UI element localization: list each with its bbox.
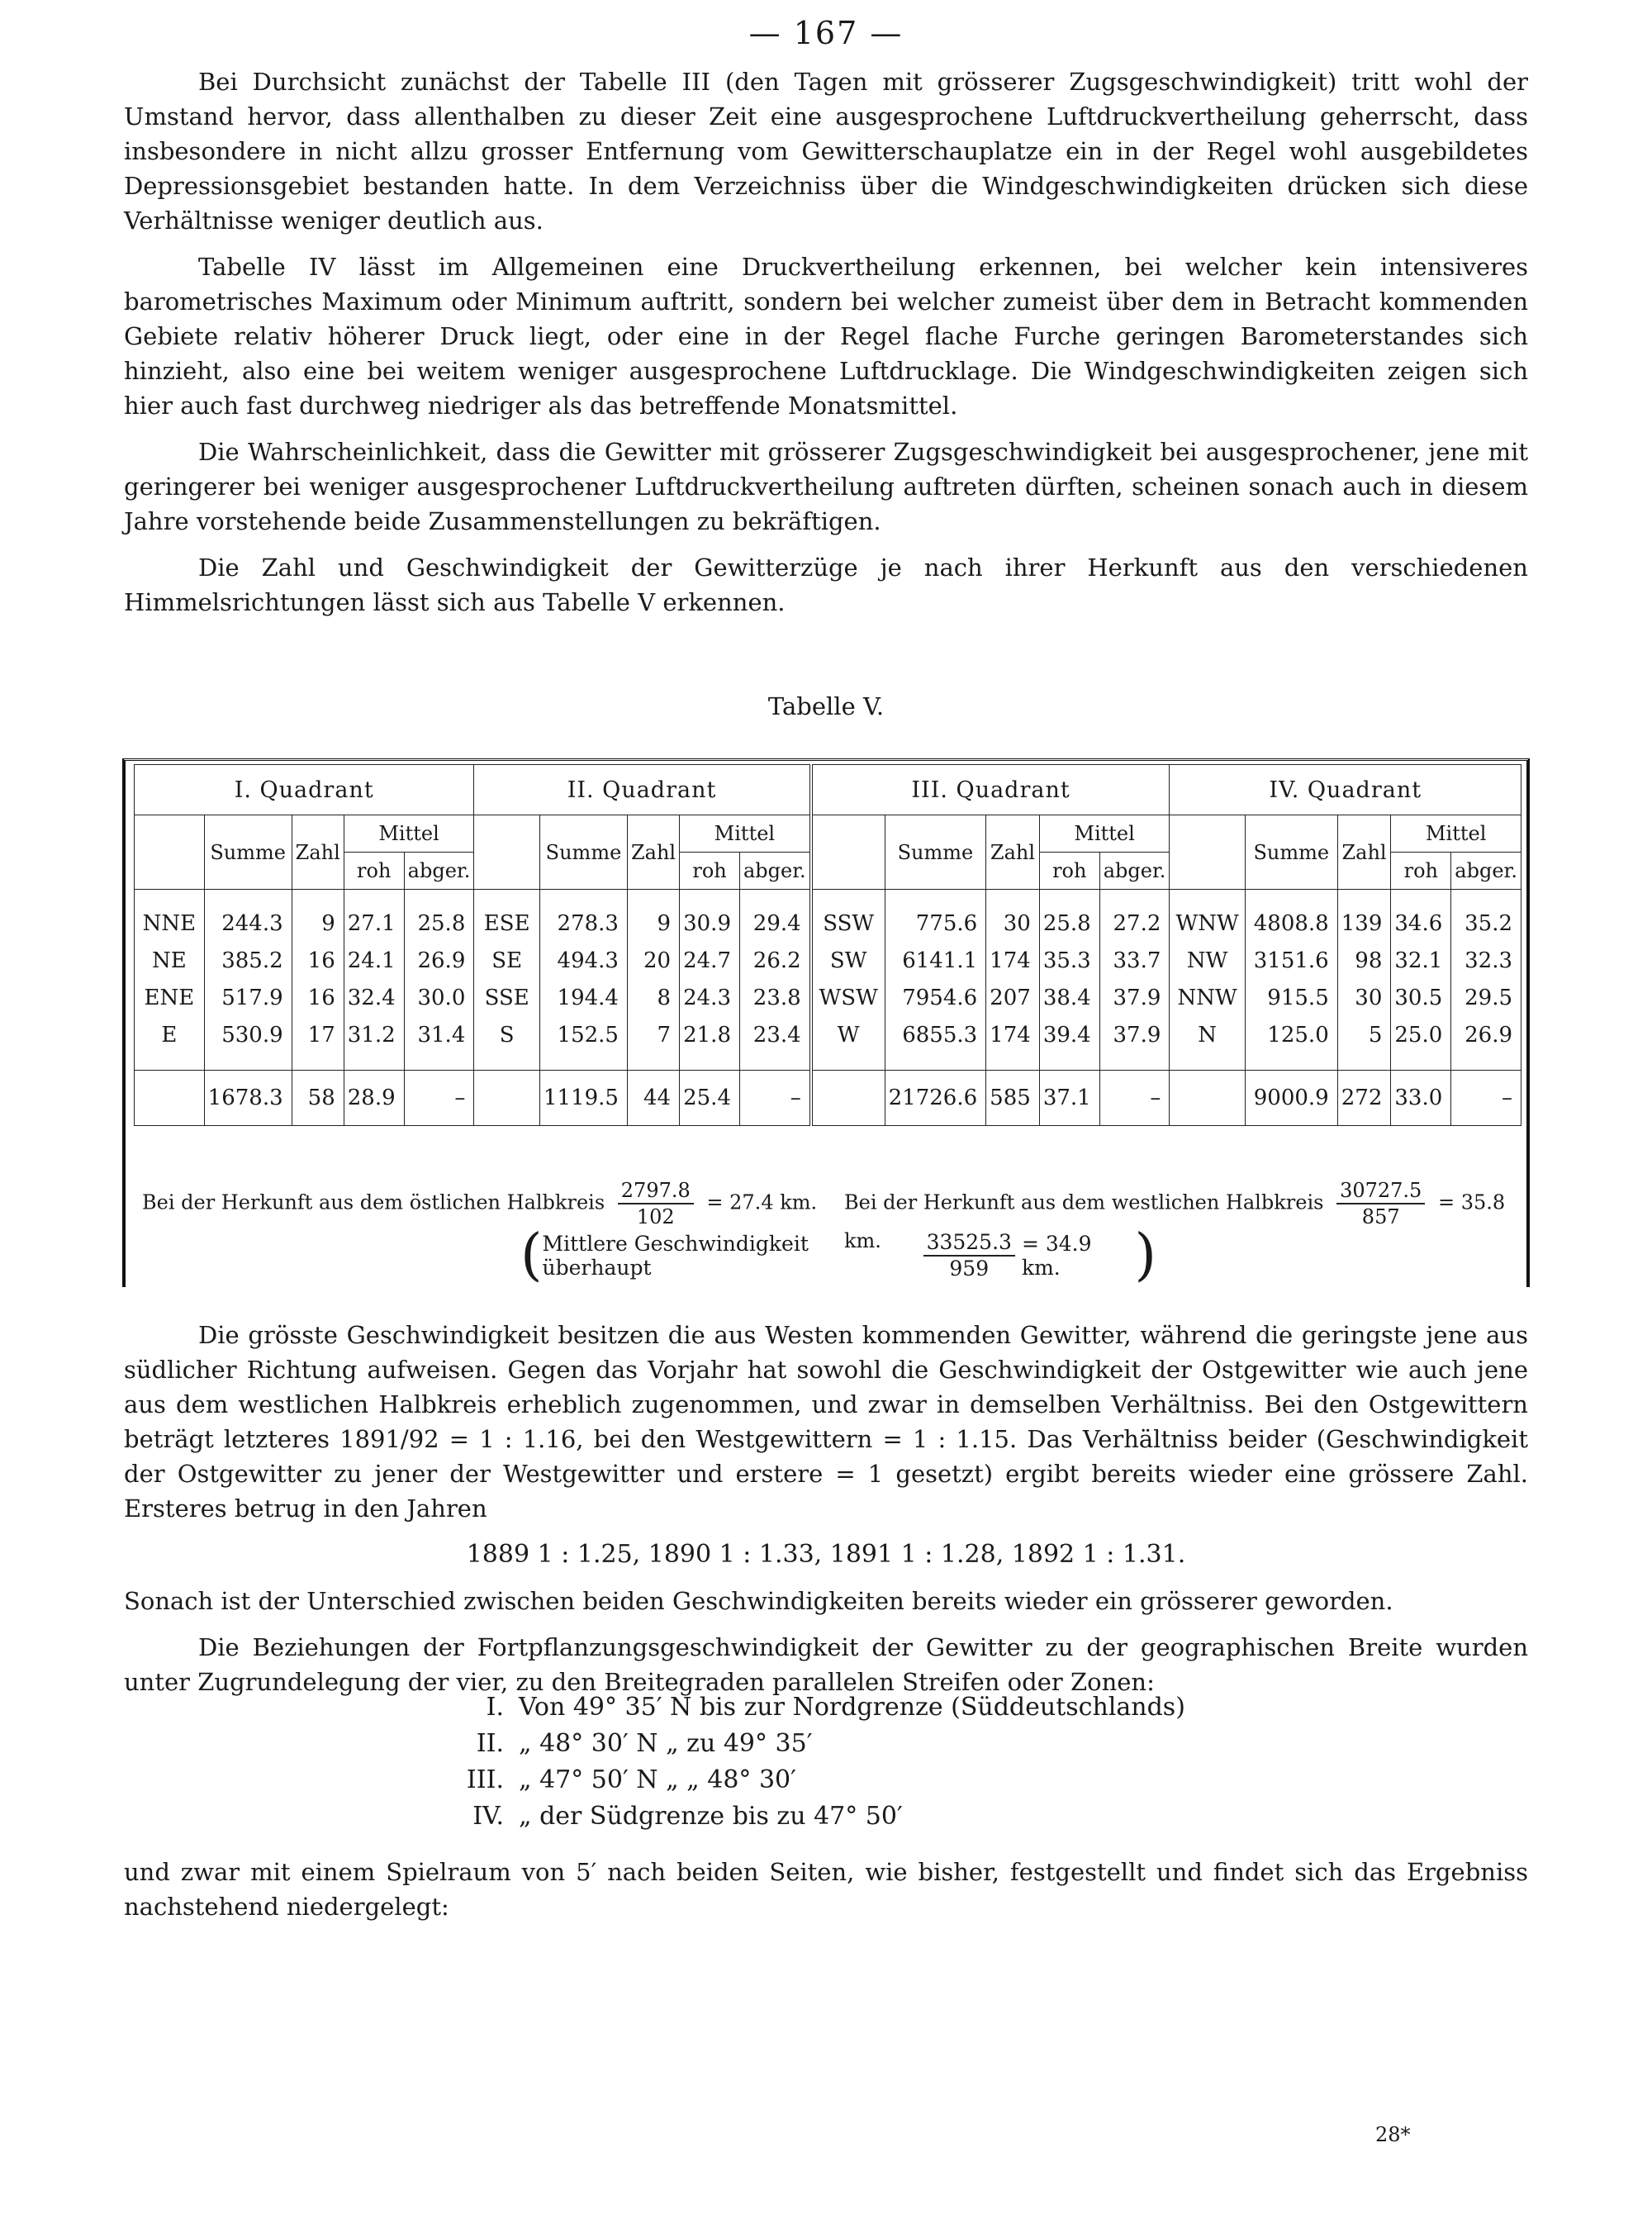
zone-number: I. [486,1693,504,1722]
value-cell: 5 [1337,1016,1391,1071]
total-cell: 272 [1337,1071,1391,1126]
zone-list [446,1689,1185,1835]
value-cell: 26.9 [404,942,474,979]
intro-text [124,64,1528,631]
total-cell: – [739,1071,810,1126]
total-cell: 25.4 [680,1071,740,1126]
paragraph: Die Beziehungen der Fortpflanzungsgeschwindigkeit der Gewitter zu der geographischen Breite wurden unter Zugrundelegung der vier, zu den Breitegraden parallelen Streifen oder Zonen: [124,1633,1528,1696]
value-cell: 30.5 [1391,979,1451,1016]
value-cell: 25.0 [1391,1016,1451,1071]
value-cell: 16 [292,942,344,979]
value-cell: 7954.6 [885,979,986,1016]
zone-item [446,1689,1185,1726]
value-cell: 23.8 [739,979,810,1016]
zone-text: „ der Südgrenze bis zu 47° 50′ [519,1802,903,1831]
east-fraction [618,1178,694,1229]
direction-cell: SE [474,942,540,979]
col-abger: abger. [1099,853,1170,890]
col-abger: abger. [404,853,474,890]
paragraph: Bei Durchsicht zunächst der Tabelle III (den Tagen mit grösserer Zugsgeschwindigkeit) tritt wohl der Umstand hervor, dass allenthalben zu dieser Zeit eine ausgesprochene Luftdruckvertheilung geherrscht, dass insbesondere in nicht allzu grosser Entfernung vom Gewitterschauplatze ein in der Regel wohl ausgebildetes Depressionsgebiet bestanden hatte. In dem Verzeichniss über die Windgeschwindigkeiten drücken sich diese Verhältnisse weniger deutlich aus. [124,68,1528,235]
table-v [122,758,1530,1287]
value-cell: 17 [292,1016,344,1071]
west-denominator: 857 [1361,1205,1400,1228]
col-zahl: Zahl [986,815,1040,890]
value-cell: 16 [292,979,344,1016]
zone-number: III. [466,1765,504,1794]
col-zahl: Zahl [292,815,344,890]
value-cell: 278.3 [539,890,627,943]
total-cell: – [1451,1071,1521,1126]
col-mittel: Mittel [680,815,811,853]
mean-speed [520,1223,1156,1288]
total-cell: 37.1 [1039,1071,1099,1126]
zone-number: II. [476,1729,504,1758]
col-summe: Summe [1245,815,1337,890]
blank-cell [474,1071,540,1126]
quadrant-1-header: I. Quadrant [135,765,474,815]
direction-cell: E [135,1016,205,1071]
value-cell: 174 [986,1016,1040,1071]
analysis-text [124,1318,1528,1711]
value-cell: 33.7 [1099,942,1170,979]
col-zahl: Zahl [1337,815,1391,890]
value-cell: 139 [1337,890,1391,943]
total-cell: 1678.3 [204,1071,292,1126]
data-table [134,764,1521,1126]
mean-numerator: 33525.3 [923,1230,1015,1257]
mean-result: = 34.9 km. [1021,1232,1092,1280]
value-cell: 125.0 [1245,1016,1337,1071]
value-cell: 26.2 [739,942,810,979]
direction-cell: SSE [474,979,540,1016]
direction-cell: ENE [135,979,205,1016]
value-cell: 30 [1337,979,1391,1016]
value-cell: 32.3 [1451,942,1521,979]
signature-mark: 28* [1375,2123,1411,2146]
table-row [135,942,1521,979]
left-paren-icon: ( [520,1223,543,1288]
value-cell: 6855.3 [885,1016,986,1071]
direction-cell: NW [1170,942,1245,979]
col-mittel: Mittel [344,815,474,853]
zone-item [446,1798,1185,1835]
ratio-line: 1889 1 : 1.25, 1890 1 : 1.33, 1891 1 : 1.28, 1892 1 : 1.31. [466,1540,1186,1569]
value-cell: 24.3 [680,979,740,1016]
east-denominator: 102 [636,1205,675,1228]
value-cell: 207 [986,979,1040,1016]
direction-cell: SW [811,942,885,979]
total-cell: 21726.6 [885,1071,986,1126]
quadrant-2-header: II. Quadrant [474,765,811,815]
value-cell: 152.5 [539,1016,627,1071]
direction-cell: N [1170,1016,1245,1071]
value-cell: 29.4 [739,890,810,943]
direction-cell: SSW [811,890,885,943]
blank-cell [1170,1071,1245,1126]
east-numerator: 2797.8 [618,1178,694,1204]
col-zahl: Zahl [627,815,679,890]
value-cell: 20 [627,942,679,979]
value-cell: 24.1 [344,942,404,979]
col-abger: abger. [739,853,810,890]
value-cell: 30 [986,890,1040,943]
paragraph: Die grösste Geschwindigkeit besitzen die aus Westen kommenden Gewitter, während die geringste jene aus südlicher Richtung aufweisen. Gegen das Vorjahr hat sowohl die Geschwindigkeit der Ostgewitter wie auch jene aus dem westlichen Halbkreis erheblich zugenommen, und zwar in demselben Verhältniss. Bei den Ostgewittern beträgt letzteres 1891/92 = 1 : 1.16, bei den Westgewittern = 1 : 1.15. Das Verhältniss beider (Geschwindigkeit der Ostgewitter zu jener der Westgewitter und erstere = 1 gesetzt) ergibt bereits wieder eine grössere Zahl. Ersteres betrug in den Jahren [124,1321,1528,1523]
total-cell: 44 [627,1071,679,1126]
zone-text: „ 48° 30′ N „ zu 49° 35′ [519,1729,813,1758]
total-cell: 33.0 [1391,1071,1451,1126]
zone-number: IV. [472,1802,504,1831]
blank-cell [811,1071,885,1126]
paragraph: Die Zahl und Geschwindigkeit der Gewitterzüge je nach ihrer Herkunft aus den verschiedenen Himmelsrichtungen lässt sich aus Tabelle V erkennen. [124,553,1528,616]
table-row [135,1016,1521,1071]
value-cell: 4808.8 [1245,890,1337,943]
value-cell: 31.4 [404,1016,474,1071]
mean-denominator: 959 [949,1257,990,1280]
direction-cell: WSW [811,979,885,1016]
value-cell: 385.2 [204,942,292,979]
totals-row [135,1071,1521,1126]
col-roh: roh [680,853,740,890]
value-cell: 37.9 [1099,979,1170,1016]
zone-text: Von 49° 35′ N bis zur Nordgrenze (Süddeutschlands) [519,1693,1185,1722]
col-roh: roh [1039,853,1099,890]
value-cell: 27.2 [1099,890,1170,943]
total-cell: 9000.9 [1245,1071,1337,1126]
value-cell: 35.2 [1451,890,1521,943]
value-cell: 775.6 [885,890,986,943]
zone-text: „ 47° 50′ N „ „ 48° 30′ [519,1765,796,1794]
table-body [135,890,1521,1071]
zone-item [446,1726,1185,1762]
total-cell: 585 [986,1071,1040,1126]
value-cell: 32.4 [344,979,404,1016]
direction-cell: S [474,1016,540,1071]
value-cell: 517.9 [204,979,292,1016]
paragraph: Die Wahrscheinlichkeit, dass die Gewitter mit grösserer Zugsgeschwindigkeit bei ausgesprochener, jene mit geringerer bei weniger ausgesprochener Luftdruckvertheilung auftreten dürften, scheinen sonach auch in diesem Jahre vorstehende beide Zusammenstellungen zu bekräftigen. [124,438,1528,535]
value-cell: 25.8 [1039,890,1099,943]
value-cell: 244.3 [204,890,292,943]
value-cell: 9 [627,890,679,943]
zone-item [446,1762,1185,1798]
value-cell: 98 [1337,942,1391,979]
blank-cell [135,1071,205,1126]
quadrant-3-header: III. Quadrant [811,765,1170,815]
col-summe: Summe [204,815,292,890]
west-fraction [1336,1178,1425,1229]
total-cell: 28.9 [344,1071,404,1126]
direction-cell: WNW [1170,890,1245,943]
value-cell: 35.3 [1039,942,1099,979]
total-cell: – [404,1071,474,1126]
direction-cell: NNE [135,890,205,943]
value-cell: 32.1 [1391,942,1451,979]
value-cell: 21.8 [680,1016,740,1071]
value-cell: 3151.6 [1245,942,1337,979]
west-note-text: Bei der Herkunft aus dem westlichen Halbkreis [844,1190,1324,1214]
direction-cell: ESE [474,890,540,943]
page-number: — 167 — [748,15,904,51]
table-row [135,979,1521,1016]
value-cell: 530.9 [204,1016,292,1071]
value-cell: 38.4 [1039,979,1099,1016]
closing-text [124,1855,1528,1936]
value-cell: 30.0 [404,979,474,1016]
mean-text: Mittlere Geschwindigkeit überhaupt [542,1232,809,1280]
value-cell: 194.4 [539,979,627,1016]
east-result: = 27.4 km. [706,1190,818,1214]
direction-cell: W [811,1016,885,1071]
value-cell: 915.5 [1245,979,1337,1016]
value-cell: 494.3 [539,942,627,979]
value-cell: 8 [627,979,679,1016]
table-row [135,890,1521,943]
col-abger: abger. [1451,853,1521,890]
paragraph: Sonach ist der Unterschied zwischen beiden Geschwindigkeiten bereits wieder ein grösserer geworden. [124,1587,1393,1615]
col-mittel: Mittel [1039,815,1170,853]
paragraph: Tabelle IV lässt im Allgemeinen eine Druckvertheilung erkennen, bei welcher kein intensiveres barometrisches Maximum oder Minimum auftritt, sondern bei welcher zumeist über dem in Betracht kommenden Gebiete relativ höherer Druck liegt, oder eine in der Regel flache Furche geringen Barometerstandes sich hinzieht, also eine bei weitem weniger ausgesprochene Luftdrucklage. Die Windgeschwindigkeiten zeigen sich hier auch fast durchweg niedriger als das betreffende Monatsmittel. [124,253,1528,420]
col-roh: roh [1391,853,1451,890]
value-cell: 29.5 [1451,979,1521,1016]
value-cell: 27.1 [344,890,404,943]
value-cell: 174 [986,942,1040,979]
col-mittel: Mittel [1391,815,1521,853]
direction-cell: NNW [1170,979,1245,1016]
col-roh: roh [344,853,404,890]
quadrant-4-header: IV. Quadrant [1170,765,1521,815]
right-paren-icon: ) [1134,1223,1156,1288]
value-cell: 6141.1 [885,942,986,979]
value-cell: 31.2 [344,1016,404,1071]
paragraph: und zwar mit einem Spielraum von 5′ nach beiden Seiten, wie bisher, festgestellt und findet sich das Ergebniss nachstehend niedergelegt: [124,1858,1528,1921]
value-cell: 30.9 [680,890,740,943]
total-cell: 58 [292,1071,344,1126]
east-note-text: Bei der Herkunft aus dem östlichen Halbkreis [142,1190,605,1214]
value-cell: 34.6 [1391,890,1451,943]
mean-fraction [923,1230,1015,1281]
col-summe: Summe [885,815,986,890]
direction-cell: NE [135,942,205,979]
col-summe: Summe [539,815,627,890]
west-result: = 35.8 km. [844,1190,1506,1252]
table-caption: Tabelle V. [767,692,885,720]
value-cell: 9 [292,890,344,943]
total-cell: – [1099,1071,1170,1126]
value-cell: 26.9 [1451,1016,1521,1071]
value-cell: 39.4 [1039,1016,1099,1071]
value-cell: 37.9 [1099,1016,1170,1071]
value-cell: 23.4 [739,1016,810,1071]
total-cell: 1119.5 [539,1071,627,1126]
west-numerator: 30727.5 [1336,1178,1425,1204]
east-note [142,1178,817,1229]
value-cell: 24.7 [680,942,740,979]
value-cell: 7 [627,1016,679,1071]
value-cell: 25.8 [404,890,474,943]
